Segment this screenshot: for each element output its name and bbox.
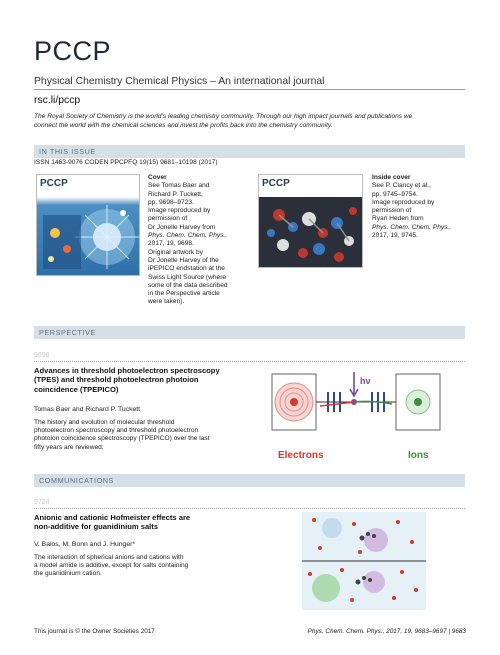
title-line: Anionic and cationic Hofmeister effects are (34, 513, 191, 522)
title-line: non-additive for guanidinium salts (34, 522, 159, 532)
inside-cover-heading: Inside cover (372, 174, 411, 181)
abstract-line: a model amide is additive, except for salts containing (34, 562, 189, 570)
perspective-title[interactable] (34, 366, 274, 394)
section-band-in-this-issue (34, 145, 465, 158)
title-line: Advances in threshold photoelectron spectroscopy (34, 366, 220, 375)
inside-cover-line: pp. 9745–9754. (372, 190, 418, 198)
header-divider (34, 89, 465, 90)
cover-heading: Cover (148, 174, 167, 181)
inside-cover-caption (372, 174, 472, 240)
cover-line: Dr Jonelle Harvey of the (148, 256, 219, 264)
inside-cover-line: Ryan Heden from (372, 215, 424, 223)
section-band-communications (34, 474, 465, 487)
cover-line: Dr Jonelle Harvey from (148, 223, 216, 231)
cover-line: iPEPICO endstation at the (148, 265, 225, 273)
cover-line: permission of (148, 215, 188, 223)
inside-cover-logo: PCCP (262, 178, 290, 189)
cover-line: pp. 9698–9723. (148, 198, 194, 206)
abstract-line: The interaction of spherical anions and cations with (34, 554, 184, 561)
cover-artwork (37, 175, 139, 275)
communication-title[interactable] (34, 513, 274, 532)
inside-cover-line: permission of (372, 207, 412, 215)
section-label: COMMUNICATIONS (39, 476, 114, 485)
title-line: (TPES) and threshold photoelectron photoion (34, 375, 199, 385)
cover-line: in the Perspective article (148, 290, 220, 298)
cover-line: Swiss Light Source (where (148, 273, 227, 281)
rsc-blurb (34, 113, 466, 130)
dotted-divider (34, 361, 465, 362)
footer-copyright: This journal is © the Owner Societies 2017 (34, 628, 155, 635)
tpepico-figure (268, 370, 468, 466)
cover-line: Phys. Chem. Chem. Phys., (148, 232, 228, 240)
section-band-perspective (34, 326, 465, 339)
cover-caption (148, 174, 268, 307)
perspective-authors: Tomas Baer and Richard P. Tuckett (34, 406, 141, 413)
dotted-divider (34, 508, 465, 509)
inside-cover-line: 2017, 19, 9745. (372, 232, 418, 240)
cover-line: Image reproduced by (148, 207, 211, 215)
cover-line: Richard P. Tuckett, (148, 190, 203, 198)
journal-title: PCCP (34, 36, 112, 66)
blurb-line-2: connect the world with the chemical sciences and invest the profits back into the chemistry community. (34, 121, 333, 129)
abstract-line: fifty years are reviewed. (34, 443, 104, 451)
hv-label: hν (360, 376, 371, 386)
abstract-line: The history and evolution of molecular threshold (34, 419, 175, 426)
cover-line: Original artwork by (148, 248, 203, 256)
inside-cover-line: Phys. Chem. Chem. Phys., (372, 223, 452, 231)
perspective-page-number: 9698 (34, 352, 50, 359)
footer-citation: Phys. Chem. Chem. Phys., 2017, 19, 9683–9697 | 9683 (307, 628, 466, 635)
inside-cover-artwork (259, 175, 362, 267)
communication-page-number: 9724 (34, 499, 50, 506)
cover-logo: PCCP (40, 178, 68, 189)
communication-authors: V. Balos, M. Bonn and J. Hunger* (34, 541, 136, 548)
inside-cover-image[interactable] (258, 174, 363, 268)
abstract-line: photoion coincidence spectroscopy (TPEPICO) over the last (34, 435, 210, 443)
section-label: IN THIS ISSUE (39, 147, 96, 156)
section-label: PERSPECTIVE (39, 328, 96, 337)
title-line: coincidence (TPEPICO) (34, 384, 119, 394)
cover-line: 2017, 19, 9698. (148, 240, 194, 248)
issn-line: ISSN 1463-9076 CODEN PPCPFQ 19(15) 9681–10198 (2017) (34, 159, 218, 166)
ions-label: Ions (408, 450, 429, 461)
inside-cover-line: Image reproduced by (372, 198, 435, 206)
abstract-line: the guanidinium cation. (34, 570, 102, 578)
perspective-abstract (34, 419, 274, 452)
abstract-line: photoelectron spectroscopy and threshold photoelectron (34, 427, 199, 435)
journal-link[interactable]: rsc.li/pccp (34, 95, 81, 106)
electrons-label: Electrons (278, 450, 324, 461)
cover-line: See Tomas Baer and (148, 182, 210, 190)
cover-line: some of the data described (148, 281, 228, 289)
cover-line: were taken). (148, 298, 185, 306)
blurb-line-1: The Royal Society of Chemistry is the world’s leading chemistry community. Through our high impact journals and publications we (34, 113, 413, 120)
communication-abstract (34, 554, 274, 579)
inside-cover-line: See P. Clancy et al., (372, 182, 431, 190)
hofmeister-figure (302, 512, 426, 610)
front-cover-image[interactable] (36, 174, 140, 276)
journal-subtitle: Physical Chemistry Chemical Physics – An international journal (34, 76, 325, 87)
